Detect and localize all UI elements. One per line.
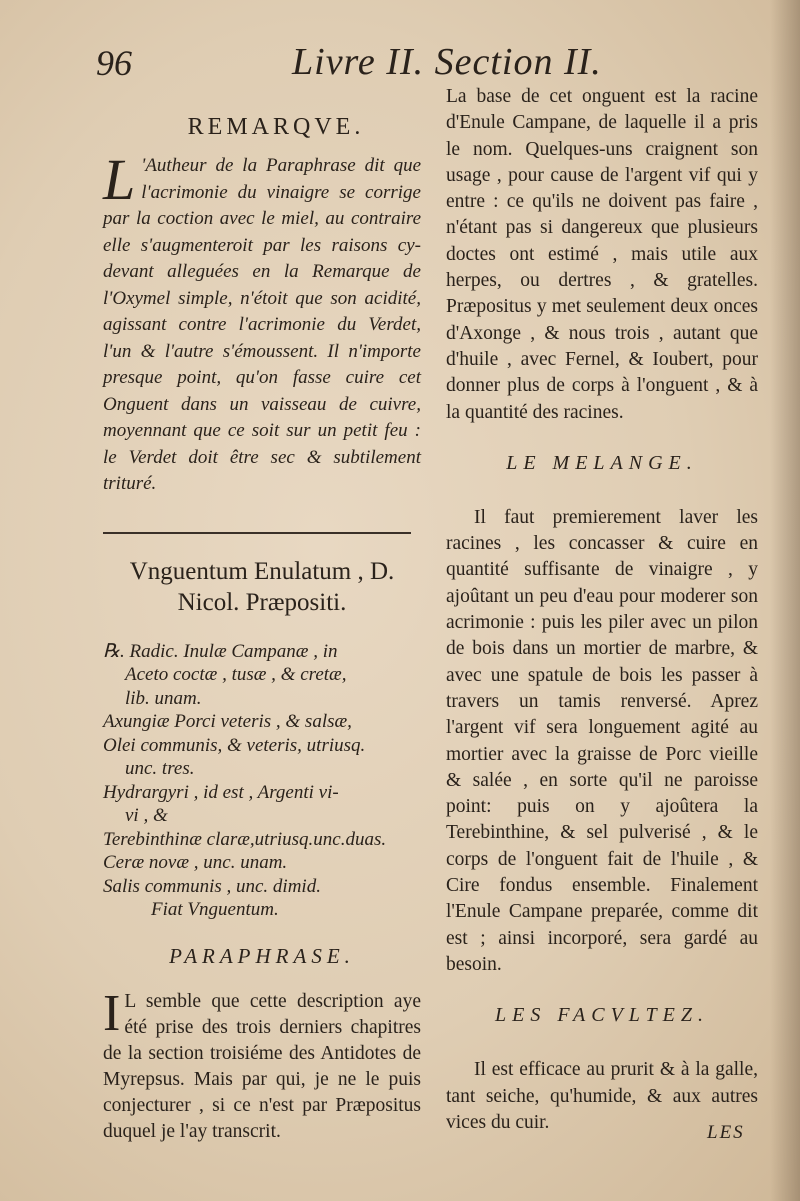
recipe-line: ℞. Radic. Inulæ Campanæ , in (103, 640, 338, 662)
recipe-line: Fiat Vnguentum. (151, 899, 279, 920)
remarque-text: 'Autheur de la Paraphrase dit que l'acrimonie du vinaigre se corrige par la coction avec le miel, au contraire elle s'augmenteroit par les raisons cy-devant alleguées en la Remarque de l'Oxymel simple, n'étoit que son acidité, agissant contre l'acrimonie du Verdet, l'un & l'autre s'émoussent. Il n'importe presque point, qu'on fasse cuire cet Onguent dans un vaisseau de cuivre, moyennant que ce soit sur un petit feu : le Verdet doit être sec & subtilement trituré. (103, 155, 421, 494)
formula-title-line: Vnguentum Enulatum , D. (129, 557, 395, 585)
formula-title-line: Nicol. Præpositi. (177, 588, 347, 616)
recipe-line: Salis communis , unc. dimid. (103, 875, 321, 897)
paraphrase-paragraph (103, 984, 421, 1145)
recipe-line: Terebinthinæ claræ,utriusq.unc.duas. (103, 828, 387, 850)
page-spine-shadow (770, 0, 800, 1201)
remarque-paragraph (103, 147, 421, 498)
recipe-line: Ceræ novæ , unc. unam. (103, 852, 288, 873)
left-column (103, 100, 421, 1145)
melange-paragraph: Il faut premierement laver les racines , les concasser & cuire en quantité suffisante de vinaigre , y ajoûtant un peu d'eau pour moderer son acrimonie : puis les piler avec un pilon de bois dans un mortier de marbre, & avec une spatule de bois les passer à travers un tamis renversé. Aprez l'argent vif sera longuement agité au mortier avec la graisse de Porc vieille & salée , en sorte qu'il ne paroisse point: puis on y ajoûtera la Terebinthine, & sel pulverisé , & le corps de l'onguent fait de l'huile , & Cire fondus ensemble. Finalement l'Enule Campane preparée, comme dit est ; ainsi incorporé, sera gardé au besoin. (446, 506, 758, 975)
paraphrase-dropcap: I (103, 984, 121, 1042)
recipe-line: vi , & (125, 805, 168, 826)
page-number: 96 (96, 43, 132, 83)
paraphrase-title: PARAPHRASE. (169, 943, 355, 968)
recipe-line: lib. unam. (125, 687, 202, 709)
melange-title: LE MELANGE. (506, 451, 698, 474)
page-header (0, 36, 800, 86)
remarque-title: REMARQVE. (187, 114, 365, 140)
continuation-paragraph: La base de cet onguent est la racine d'Enule Campane, de laquelle il a pris le nom. Quelques-uns craignent son usage , pour cause de l'argent vif qui y entre : ce qu'ils ne doivent pas faire , n'étant pas si dangereux que plusieurs doctes ont estimé , mais utile aux herpes, ou dertres , & gratelles. Præpositus y met seulement deux onces d'Axonge , & nous trois , autant que d'huile , avec Fernel, & Ioubert, pour donner plus de corps à l'onguent , & à la quantité des racines. (446, 86, 758, 423)
running-title: Livre II. Section II. (292, 41, 602, 83)
facultez-title: LES FACVLTEZ. (495, 1004, 709, 1027)
recipe-line: Olei communis, & veteris, utriusq. (103, 734, 366, 756)
recipe-line: Axungiæ Porci veteris , & salsæ, (103, 711, 352, 732)
recipe-line: Aceto coctæ , tusæ , & cretæ, (125, 664, 347, 685)
formula-recipe (103, 640, 421, 922)
catchword: LES (707, 1122, 745, 1143)
paraphrase-text: L semble que cette description aye été prise des trois derniers chapitres de la section troisiéme des Antidotes de Myrepsus. Mais par qui, je ne le puis conjecturer , si ce n'est par Præpositus duquel je l'ay transcrit. (103, 990, 421, 1142)
recipe-line: Hydrargyri , id est , Argenti vi- (103, 781, 339, 803)
section-divider (103, 532, 411, 534)
recipe-line: unc. tres. (125, 758, 195, 779)
remarque-dropcap: L (103, 147, 136, 212)
facultez-paragraph: Il est efficace au prurit & à la galle, tant seiche, qu'humide, & aux autres vices du cuir. (446, 1059, 758, 1133)
formula-title (103, 556, 421, 618)
right-column (446, 84, 758, 1136)
